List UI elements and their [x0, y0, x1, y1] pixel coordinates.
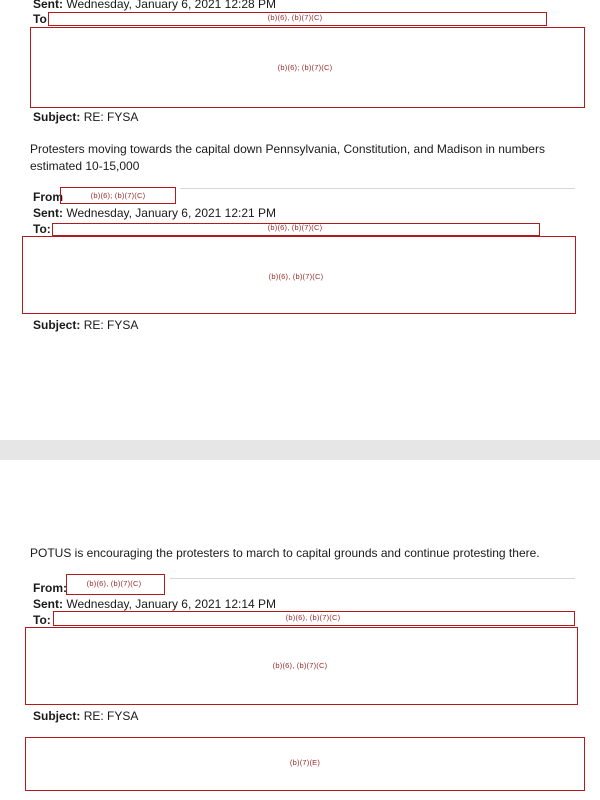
- redaction-code: (b)(6); (b)(7)(C): [90, 191, 146, 200]
- sent-line-1: [33, 0, 276, 11]
- subject-value: RE: FYSA: [83, 709, 139, 723]
- sent-value: Wednesday, January 6, 2021 12:21 PM: [66, 206, 277, 220]
- to-label: To:: [33, 613, 51, 627]
- redaction-code: (b)(6); (b)(7)(C): [277, 63, 333, 72]
- subject-line-2: [33, 318, 138, 332]
- to-label: To: [33, 12, 47, 26]
- redaction-code: (b)(6), (b)(7)(C): [267, 223, 323, 232]
- sent-line-3: [33, 597, 276, 611]
- sent-label: Sent:: [33, 597, 63, 611]
- from-label: From: [33, 190, 63, 204]
- to-label: To:: [33, 222, 51, 236]
- subject-line-1: [33, 110, 138, 124]
- redaction-code: (b)(6), (b)(7)(C): [285, 613, 341, 622]
- redaction-code: (b)(6), (b)(7)(C): [267, 13, 323, 22]
- from-label: From:: [33, 581, 67, 595]
- sent-value: Wednesday, January 6, 2021 12:28 PM: [66, 0, 277, 11]
- sent-line-2: [33, 206, 276, 220]
- redaction-code: (b)(6), (b)(7)(C): [272, 661, 328, 670]
- subject-value: RE: FYSA: [83, 318, 139, 332]
- subject-label: Subject:: [33, 318, 81, 332]
- message-body-3: POTUS is encouraging the protesters to march to capital grounds and continue protesting there.: [30, 546, 540, 560]
- divider: [180, 188, 575, 189]
- message-body-1: Protesters moving towards the capital down Pennsylvania, Constitution, and Madison in numbers estimated 10-15,000: [30, 142, 545, 173]
- divider: [170, 578, 575, 579]
- redaction-code: (b)(7)(E): [289, 758, 321, 767]
- subject-line-3: [33, 709, 138, 723]
- page-break: [0, 440, 600, 460]
- subject-label: Subject:: [33, 709, 81, 723]
- sent-label: Sent:: [33, 0, 63, 11]
- subject-value: RE: FYSA: [83, 110, 139, 124]
- sent-label: Sent:: [33, 206, 63, 220]
- redaction-code: (b)(6), (b)(7)(C): [86, 579, 142, 588]
- redaction-code: (b)(6), (b)(7)(C): [268, 272, 324, 281]
- sent-value: Wednesday, January 6, 2021 12:14 PM: [66, 597, 277, 611]
- subject-label: Subject:: [33, 110, 81, 124]
